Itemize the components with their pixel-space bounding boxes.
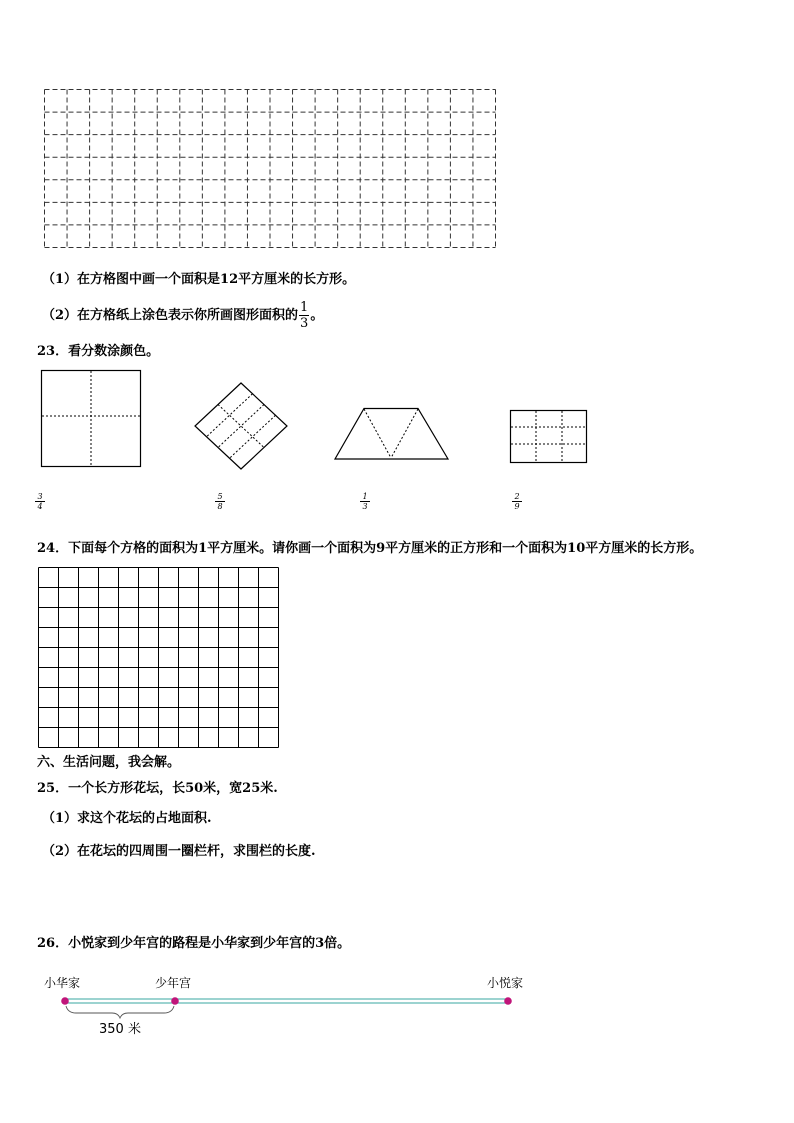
q22-part2-prefix: （2）在方格纸上涂色表示你所画图形面积的 <box>42 308 299 323</box>
diamond-eighths-shape <box>193 382 289 470</box>
fraction-label-1: $\frac{3}{4}$ <box>35 492 45 511</box>
q22-part2-suffix: 。 <box>310 308 324 323</box>
trapezoid-thirds-shape <box>334 407 450 461</box>
q25-part1: （1）求这个花坛的占地面积. <box>42 811 212 826</box>
rectangle-ninths-shape <box>510 410 588 463</box>
distance-line-diagram <box>60 993 515 1021</box>
q25-title: 25．一个长方形花坛，长50米，宽25米. <box>37 781 278 796</box>
q23-title: 23．看分数涂颜色。 <box>37 344 160 359</box>
dot-xiaoyue-home <box>504 997 512 1005</box>
square-grid-q24 <box>38 567 280 749</box>
section6-title: 六、生活问题，我会解。 <box>37 755 181 770</box>
q25-part2: （2）在花坛的四周围一圈栏杆，求围栏的长度. <box>42 844 316 859</box>
square-quarters-shape <box>41 370 141 467</box>
label-xiaohua-home: 小华家 <box>44 976 81 990</box>
dot-xiaohua-home <box>61 997 69 1005</box>
distance-brace <box>66 1006 174 1018</box>
label-youth-palace: 少年宫 <box>155 976 192 990</box>
fraction-label-4: $\frac{2}{9}$ <box>512 492 522 511</box>
dot-youth-palace <box>171 997 179 1005</box>
q22-part2-fraction: $\frac{1}{3}$ <box>300 300 309 331</box>
fraction-label-2: $\frac{5}{8}$ <box>215 492 225 511</box>
dashed-grid-q22 <box>44 89 496 249</box>
q22-part1: （1）在方格图中画一个面积是12平方厘米的长方形。 <box>42 272 356 287</box>
distance-label: 350 米 <box>99 1022 141 1037</box>
fraction-label-3: $\frac{1}{3}$ <box>360 492 370 511</box>
q24-title: 24．下面每个方格的面积为1平方厘米。请你画一个面积为9平方厘米的正方形和一个面积为10平方厘米的长方形。 <box>37 541 703 556</box>
label-xiaoyue-home: 小悦家 <box>487 976 524 990</box>
q26-title: 26．小悦家到少年宫的路程是小华家到少年宫的3倍。 <box>37 936 351 951</box>
q22-part2 <box>42 300 323 331</box>
